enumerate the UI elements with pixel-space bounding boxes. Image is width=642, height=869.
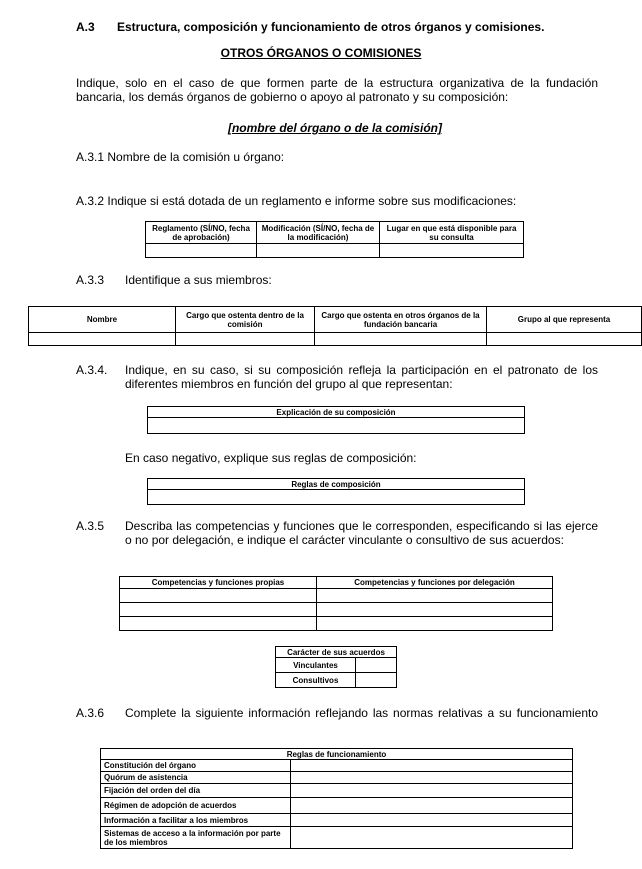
rule-label: Constitución del órgano — [101, 760, 291, 772]
rule-cell[interactable] — [291, 760, 573, 772]
composition-rules-header: Reglas de composición — [148, 479, 525, 490]
composition-cell[interactable] — [148, 418, 525, 434]
delegated-competence-cell[interactable] — [317, 603, 553, 617]
rule-cell[interactable] — [291, 772, 573, 784]
consultative-label: Consultivos — [276, 673, 356, 688]
question-a33: Identifique a sus miembros: — [125, 273, 272, 287]
section-intro: Indique, solo en el caso de que formen parte de la estructura organizativa de la fundación bancaria, los demás órganos de gobierno o apoyo al patronato y su composición: — [76, 76, 598, 104]
rule-cell[interactable] — [291, 784, 573, 798]
group-header: Grupo al que representa — [487, 307, 642, 333]
question-a33-number: A.3.3 — [76, 273, 105, 287]
question-a35: Describa las competencias y funciones que le corresponden, especificando si las ejerce o no por delegación, e indique el carácter vinculante o consultivo de sus acuerdos: — [125, 519, 598, 547]
agreements-character-table — [275, 646, 397, 688]
section-title: Estructura, composición y funcionamiento de otros órganos y comisiones. — [117, 20, 545, 34]
composition-rules-table — [147, 478, 525, 505]
rule-cell[interactable] — [291, 798, 573, 814]
regulation-header: Reglamento (SÍ/NO, fecha de aprobación) — [146, 222, 257, 244]
question-a36-number: A.3.6 — [76, 706, 105, 720]
modification-cell[interactable] — [257, 244, 380, 258]
question-a36 — [125, 706, 598, 720]
members-table — [28, 306, 642, 346]
delegated-competence-cell[interactable] — [317, 617, 553, 631]
composition-header: Explicación de su composición — [148, 407, 525, 418]
member-other-position-cell[interactable] — [315, 333, 487, 346]
rule-label: Fijación del orden del día — [101, 784, 291, 798]
rule-cell[interactable] — [291, 827, 573, 849]
member-position-cell[interactable] — [176, 333, 315, 346]
own-competence-cell[interactable] — [120, 589, 317, 603]
question-a32: A.3.2 Indique si está dotada de un reglamento e informe sobre sus modificaciones: — [76, 194, 517, 208]
own-competence-cell[interactable] — [120, 617, 317, 631]
organ-name-placeholder: [nombre del órgano o de la comisión] — [227, 121, 443, 135]
rule-cell[interactable] — [291, 814, 573, 827]
question-a34: Indique, en su caso, si su composición refleja la participación en el patronato de los diferentes miembros en función del grupo al que representan: — [125, 363, 598, 391]
member-group-cell[interactable] — [487, 333, 642, 346]
member-name-cell[interactable] — [29, 333, 176, 346]
location-header: Lugar en que está disponible para su consulta — [380, 222, 524, 244]
rule-label: Régimen de adopción de acuerdos — [101, 798, 291, 814]
own-competence-cell[interactable] — [120, 603, 317, 617]
composition-table — [147, 406, 525, 434]
binding-cell[interactable] — [356, 658, 397, 673]
position-other-header: Cargo que ostenta en otros órganos de la fundación bancaria — [315, 307, 487, 333]
delegated-competence-cell[interactable] — [317, 589, 553, 603]
agreements-character-header: Carácter de sus acuerdos — [276, 647, 397, 658]
negative-case-text: En caso negativo, explique sus reglas de composición: — [125, 451, 417, 465]
section-heading: OTROS ÓRGANOS O COMISIONES — [220, 46, 422, 60]
location-cell[interactable] — [380, 244, 524, 258]
section-number: A.3 — [76, 20, 95, 34]
question-a34-number: A.3.4. — [76, 363, 108, 377]
rule-label: Información a facilitar a los miembros — [101, 814, 291, 827]
question-a35-number: A.3.5 — [76, 519, 105, 533]
regulation-table — [145, 221, 524, 258]
binding-label: Vinculantes — [276, 658, 356, 673]
own-competences-header: Competencias y funciones propias — [120, 577, 317, 589]
delegated-competences-header: Competencias y funciones por delegación — [317, 577, 553, 589]
composition-rules-cell[interactable] — [148, 490, 525, 505]
modification-header: Modificación (SÍ/NO, fecha de la modificación) — [257, 222, 380, 244]
question-a36-text: Complete la siguiente información reflejando las normas relativas a su funcionamiento — [125, 706, 598, 720]
name-header: Nombre — [29, 307, 176, 333]
rule-label: Quórum de asistencia — [101, 772, 291, 784]
operating-rules-table — [100, 748, 573, 849]
position-commission-header: Cargo que ostenta dentro de la comisión — [176, 307, 315, 333]
operating-rules-header: Reglas de funcionamiento — [101, 749, 573, 760]
consultative-cell[interactable] — [356, 673, 397, 688]
question-a31: A.3.1 Nombre de la comisión u órgano: — [76, 150, 285, 164]
regulation-cell[interactable] — [146, 244, 257, 258]
rule-label: Sistemas de acceso a la información por parte de los miembros — [101, 827, 291, 849]
competences-table — [119, 576, 553, 631]
